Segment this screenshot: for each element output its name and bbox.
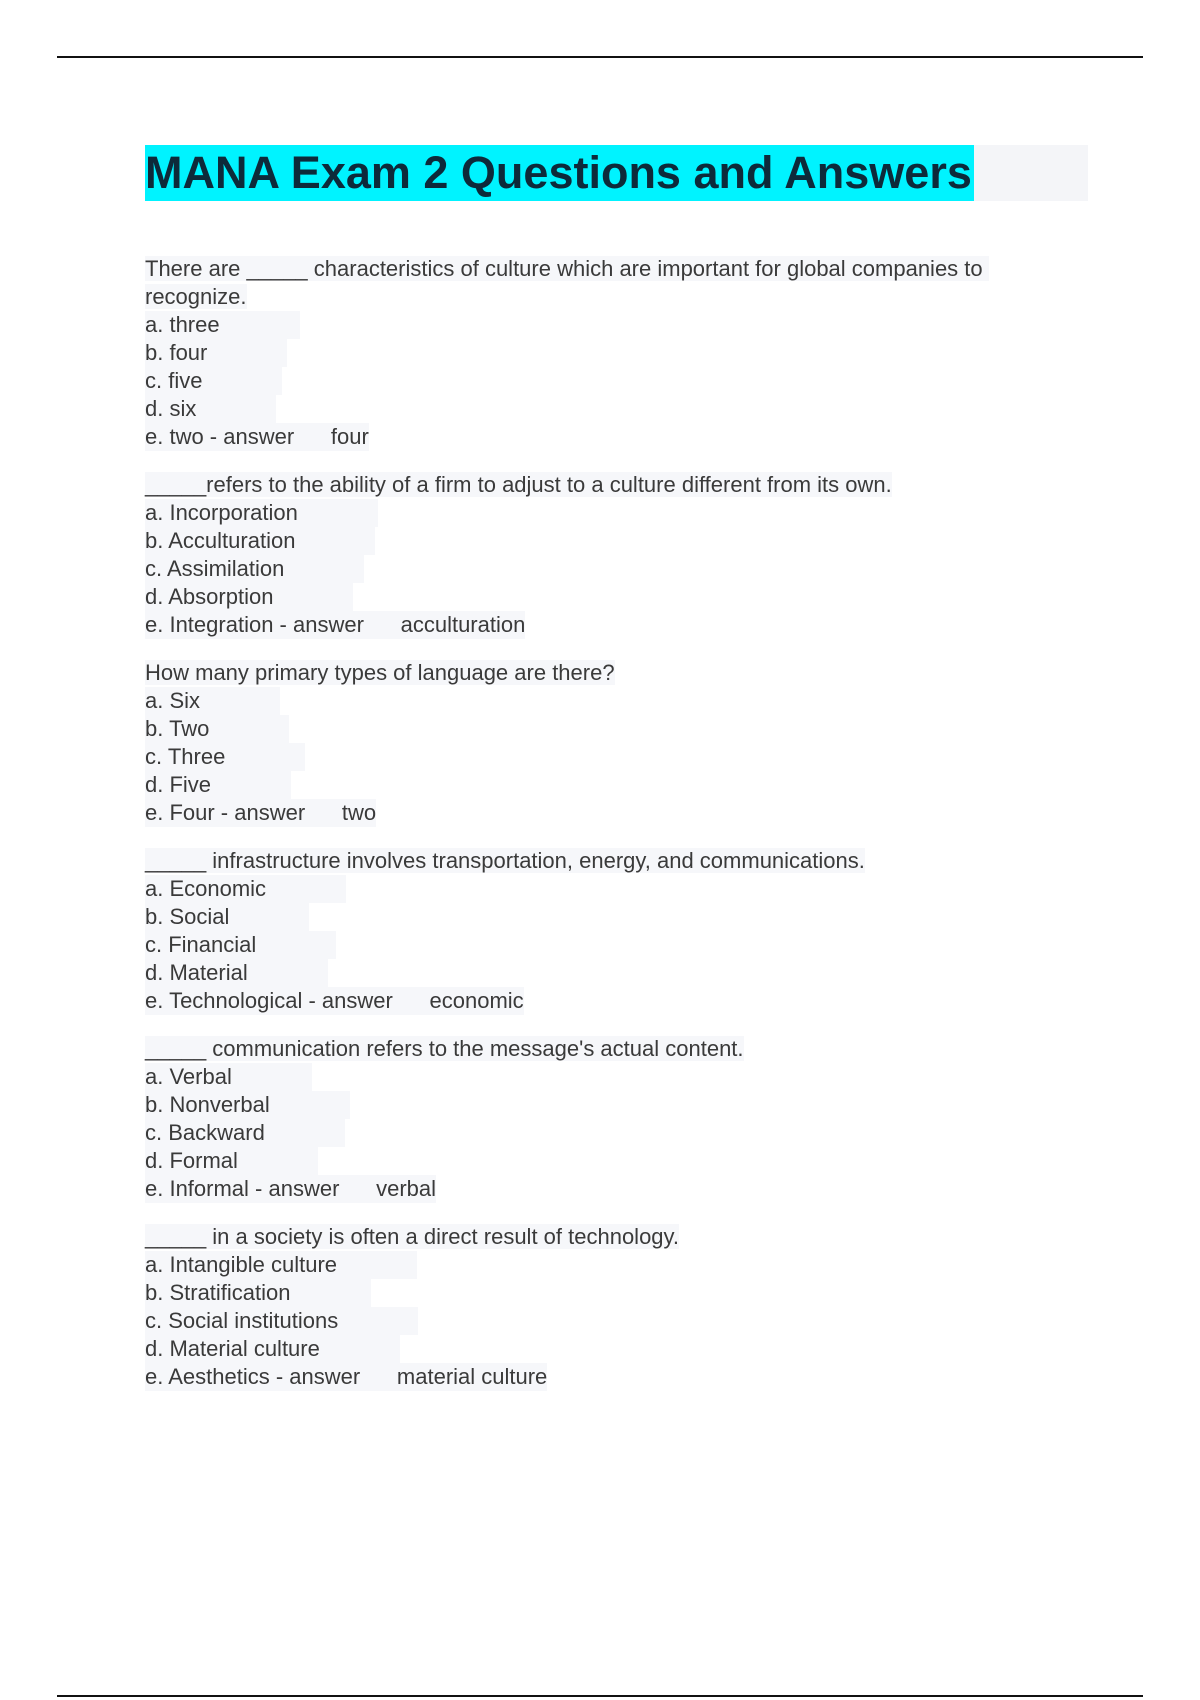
title-block (145, 145, 1088, 201)
question-block (145, 847, 1090, 1015)
answer-line (145, 987, 524, 1015)
last-option: e. Aesthetics - answer (145, 1364, 361, 1389)
answer-option: c. Financial (145, 931, 336, 959)
answer-option: d. Material (145, 959, 328, 987)
correct-answer: material culture (396, 1364, 548, 1389)
bottom-rule (57, 1695, 1143, 1697)
last-option: e. Four - answer (145, 800, 306, 825)
answer-option: a. three (145, 311, 300, 339)
question-text: _____refers to the ability of a firm to adjust to a culture different from its own. (145, 472, 892, 497)
answer-line (145, 799, 376, 827)
last-option: e. Integration - answer (145, 612, 364, 637)
correct-answer: verbal (376, 1176, 437, 1201)
question-text: There are _____ characteristics of culture which are important for global companies to recognize. (145, 256, 989, 309)
answer-option: d. Five (145, 771, 291, 799)
answer-option: c. five (145, 367, 282, 395)
answer-option: b. Stratification (145, 1279, 371, 1307)
question-block (145, 659, 1090, 827)
last-option: e. Informal - answer (145, 1176, 340, 1201)
answer-option: a. Intangible culture (145, 1251, 417, 1279)
answer-option: d. Material culture (145, 1335, 400, 1363)
correct-answer: two (341, 800, 377, 825)
answer-line (145, 423, 369, 451)
last-option: e. Technological - answer (145, 988, 393, 1013)
question-prompt (145, 847, 1090, 875)
answer-option: b. Nonverbal (145, 1091, 350, 1119)
answer-option: b. Social (145, 903, 309, 931)
answer-option: a. Six (145, 687, 280, 715)
question-prompt (145, 471, 1090, 499)
question-text: _____ communication refers to the message's actual content. (145, 1036, 744, 1061)
question-block (145, 1035, 1090, 1203)
answer-option: a. Verbal (145, 1063, 312, 1091)
answer-option: d. Absorption (145, 583, 353, 611)
answer-option: d. Formal (145, 1147, 318, 1175)
correct-answer: acculturation (400, 612, 526, 637)
answer-option: b. Two (145, 715, 289, 743)
top-rule (57, 56, 1143, 58)
answer-line (145, 1175, 436, 1203)
question-prompt (145, 659, 1090, 687)
answer-option: a. Incorporation (145, 499, 378, 527)
question-list (145, 255, 1090, 1411)
last-option: e. two - answer (145, 424, 295, 449)
answer-option: c. Three (145, 743, 305, 771)
question-block (145, 255, 1090, 451)
answer-option: c. Social institutions (145, 1307, 418, 1335)
answer-option: b. four (145, 339, 287, 367)
question-block (145, 471, 1090, 639)
answer-option: c. Assimilation (145, 555, 364, 583)
question-prompt (145, 1223, 1090, 1251)
correct-answer: four (330, 424, 369, 449)
question-text: How many primary types of language are there? (145, 660, 615, 685)
answer-option: d. six (145, 395, 276, 423)
answer-option: a. Economic (145, 875, 346, 903)
question-text: _____ in a society is often a direct result of technology. (145, 1224, 680, 1249)
correct-answer: economic (429, 988, 524, 1013)
page-title: MANA Exam 2 Questions and Answers (145, 145, 974, 201)
question-text: _____ infrastructure involves transportation, energy, and communications. (145, 848, 865, 873)
answer-option: b. Acculturation (145, 527, 375, 555)
question-block (145, 1223, 1090, 1391)
answer-line (145, 1363, 547, 1391)
answer-line (145, 611, 525, 639)
question-prompt (145, 1035, 1090, 1063)
answer-option: c. Backward (145, 1119, 345, 1147)
question-prompt (145, 255, 1090, 311)
